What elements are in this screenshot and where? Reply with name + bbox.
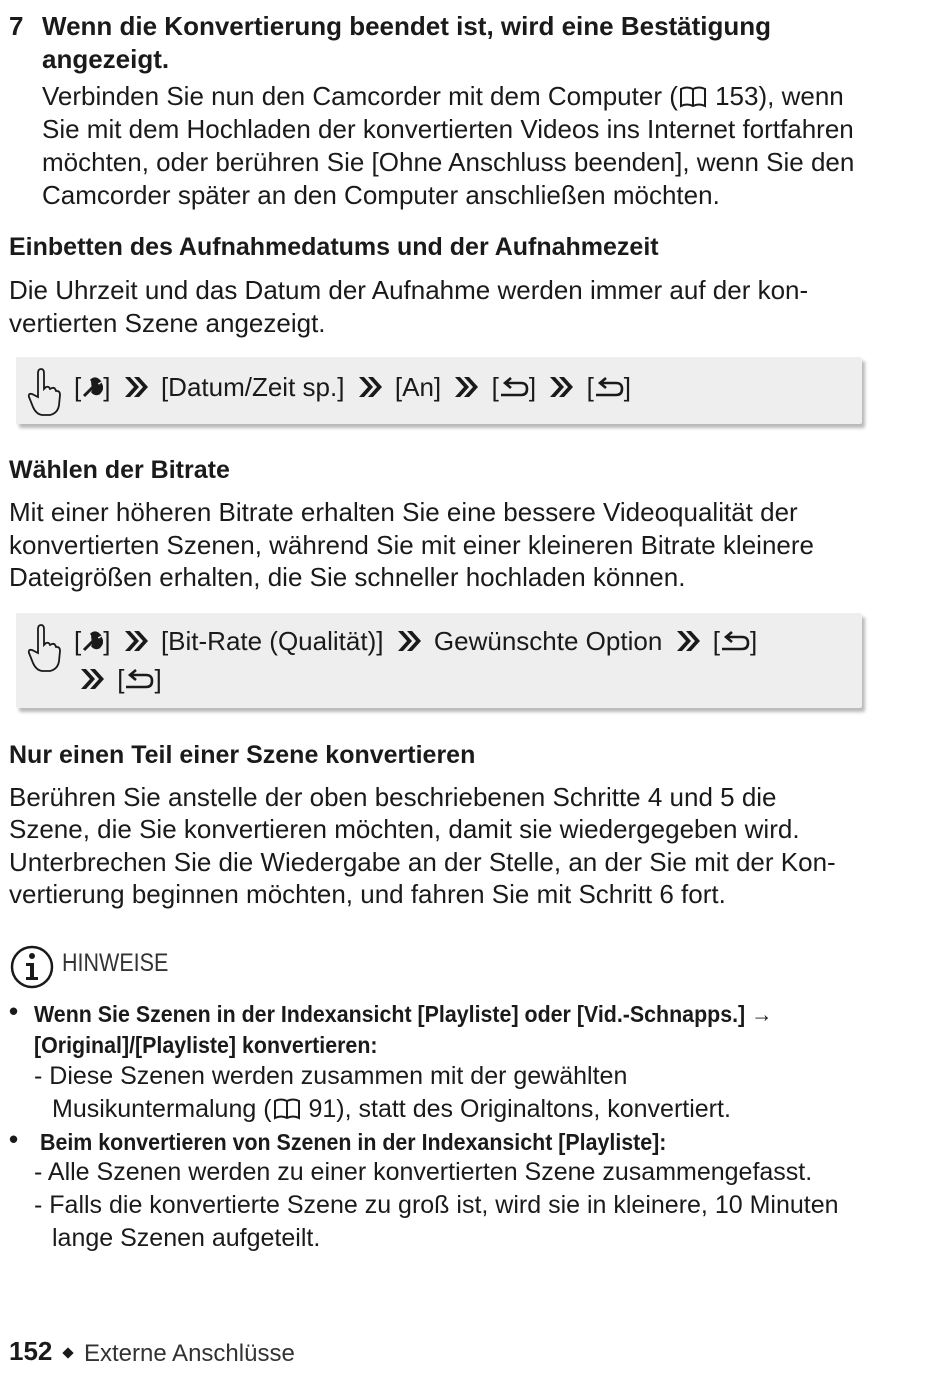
book-reference-icon	[273, 1098, 301, 1120]
menu-item-on: [An]	[394, 372, 442, 402]
step-body-line: Sie mit dem Hochladen der konvertierten Videos ins Internet fortfahren	[42, 114, 854, 144]
next-arrow-icon	[674, 628, 702, 654]
next-arrow-icon	[547, 374, 575, 400]
back-icon	[124, 669, 154, 691]
touch-hand-icon	[26, 367, 62, 417]
next-arrow-icon	[356, 374, 384, 400]
operation-path: [ ] [Datum/Zeit sp.] [An] [ ] [ ]	[74, 372, 632, 402]
footer-diamond-icon	[62, 1347, 73, 1358]
back-icon	[499, 377, 529, 399]
touch-hand-icon	[26, 623, 62, 673]
note-bullet-heading-cont: [Original]/[Playliste] konvertieren:	[34, 1032, 378, 1058]
note-bullet-heading: Beim konvertieren von Szenen in der Indexansicht [Playliste]:	[40, 1129, 667, 1155]
bullet-dot: •	[9, 996, 19, 1026]
note-bullet-heading: Wenn Sie Szenen in der Indexansicht [Playliste] oder [Vid.-Schnapps.] →	[34, 1001, 773, 1027]
section-heading-partial: Nur einen Teil einer Szene konvertieren	[9, 741, 476, 769]
next-arrow-icon	[122, 628, 150, 654]
section-body-line: Dateigrößen erhalten, die Sie schneller hochladen können.	[9, 562, 686, 592]
next-arrow-icon	[395, 628, 423, 654]
section-body-line: Berühren Sie anstelle der oben beschriebenen Schritte 4 und 5 die	[9, 782, 777, 812]
step-body-line: möchten, oder berühren Sie [Ohne Anschluss beenden], wenn Sie den	[42, 147, 855, 177]
setup-menu-icon	[81, 631, 103, 653]
operation-path-cont: [ ]	[78, 663, 162, 696]
section-body-line: konvertierten Szenen, während Sie mit einer kleineren Bitrate kleinere	[9, 530, 814, 560]
bullet-dot: •	[9, 1124, 19, 1154]
section-heading-bitrate: Wählen der Bitrate	[9, 456, 230, 484]
note-sub-item-cont: lange Szenen aufgeteilt.	[52, 1224, 321, 1252]
step-number: 7	[9, 11, 24, 41]
operation-box-bitrate	[16, 613, 862, 708]
section-body-line: Unterbrechen Sie die Wiedergabe an der Stelle, an der Sie mit der Kon-	[9, 847, 836, 877]
step-body-text: 153), wenn	[707, 81, 844, 111]
note-sub-text: Musikuntermalung (	[52, 1095, 272, 1123]
notes-title: HINWEISE	[62, 949, 169, 977]
menu-item-bitrate: [Bit-Rate (Qualität)]	[160, 626, 384, 656]
step-title: Wenn die Konvertierung beendet ist, wird eine Bestätigung	[42, 11, 772, 41]
page-number: 152	[9, 1336, 53, 1366]
book-reference-icon	[679, 86, 707, 108]
note-sub-item: - Alle Szenen werden zu einer konvertierten Szene zusammengefasst.	[34, 1158, 813, 1186]
section-body-line: Szene, die Sie konvertieren möchten, damit sie wiedergegeben wird.	[9, 814, 800, 844]
section-body-line: vertierung beginnen möchten, und fahren Sie mit Schritt 6 fort.	[9, 879, 726, 909]
note-sub-item: - Diese Szenen werden zusammen mit der gewählten	[34, 1062, 628, 1090]
back-icon	[594, 377, 624, 399]
menu-item-date-time: [Datum/Zeit sp.]	[160, 372, 345, 402]
step-body-line	[42, 80, 844, 113]
section-body-line: Die Uhrzeit und das Datum der Aufnahme werden immer auf der kon-	[9, 275, 809, 305]
info-icon	[10, 945, 54, 989]
footer-section-title: Externe Anschlüsse	[84, 1340, 295, 1367]
section-body-line: vertierten Szene angezeigt.	[9, 308, 326, 338]
next-arrow-icon	[452, 374, 480, 400]
operation-box-date	[16, 357, 862, 424]
menu-item-desired-option: Gewünschte Option	[433, 626, 663, 656]
section-heading-date: Einbetten des Aufnahmedatums und der Aufnahmezeit	[9, 233, 659, 261]
section-body-line: Mit einer höheren Bitrate erhalten Sie eine bessere Videoqualität der	[9, 497, 798, 527]
step-body-text: Verbinden Sie nun den Camcorder mit dem Computer (	[42, 81, 678, 111]
step-title-cont: angezeigt.	[42, 44, 170, 74]
back-icon	[720, 631, 750, 653]
note-sub-item: - Falls die konvertierte Szene zu groß ist, wird sie in kleinere, 10 Minuten	[34, 1191, 839, 1219]
operation-path: [ ] [Bit-Rate (Qualität)] Gewünschte Option [ ]	[74, 626, 758, 656]
next-arrow-icon	[122, 374, 150, 400]
note-sub-item-cont	[52, 1093, 731, 1126]
note-sub-text: 91), statt des Originaltons, konvertiert.	[301, 1095, 731, 1123]
next-arrow-icon	[78, 666, 106, 692]
setup-menu-icon	[81, 377, 103, 399]
step-body-line: Camcorder später an den Computer anschließen möchten.	[42, 180, 720, 210]
